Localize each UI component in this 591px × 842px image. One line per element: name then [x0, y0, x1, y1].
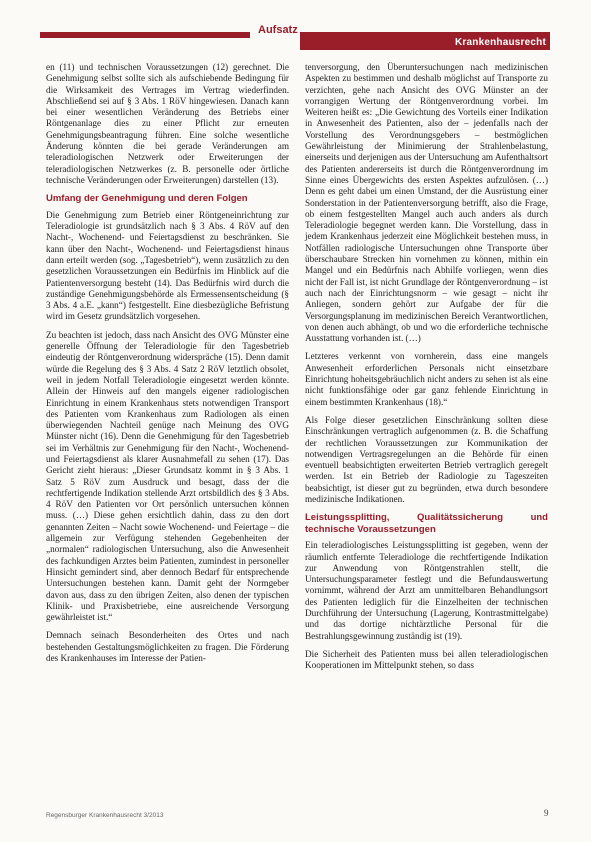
section-heading: Umfang der Genehmigung und deren Folgen: [46, 193, 248, 205]
category-label: Krankenhausrecht: [454, 37, 546, 48]
category-bar: [300, 38, 550, 50]
right-column: [305, 62, 548, 679]
page-number: 9: [544, 808, 549, 818]
paragraph: Als Folge dieser gesetzlichen Einschränkung sollten diese Einschränkungen vertraglich aufgenommen (z. B. die Schaffung der rechtlichen Voraussetzungen zur Kommunikation der notwendigen Vertragsregelungen an die Behörde für einen eventuell beabsichtigten erweiterten Betrieb vertraglich geregelt werden. Ist ein Betrieb der Radiologie zu Tageszeiten beabsichtigt, ist dieser gut zu begründen, etwa durch besondere medizinische Indikationen.: [305, 414, 548, 504]
paragraph: tenversorgung, den Überuntersuchungen nach medizinischen Aspekten zu bestimmen und deshalb möglichst auf Transporte zu verzichten, gehe nach Ansicht des OVG Münster an der vorrangigen Wertung der Röntgenverordnung vorbei. Im Weiteren heißt es: „Die Gewichtung des Vorteils einer Indikation in Anwesenheit des Patienten, also der – jedenfalls nach der Vorstellung des Verordnungsgebers – bestmöglichen Gewährleistung der Minimierung der Strahlenbelastung, einerseits und derjenigen aus der Untersuchung am Aufenthaltsort des Patienten andererseits ist durch die Röntgenverordnung im Sinne eines Übergewichts des ersten Aspektes aufzulösen. (…) Denn es geht dabei um einen Umstand, der die Ausrüstung einer Sonderstation in der Patientenversorgung betrifft, also die Frage, ob einem festgestellten Mangel auch auch anders als durch Teleradiologie begegnet werden kann. Die Vorstellung, dass in jedem Krankenhaus jederzeit eine Möglichkeit bestehen muss, in Notfällen radiologische Untersuchungen ohne Transporte über überschaubare Strecken hin vornehmen zu können, mithin ein Mangel und ein Bedürfnis nach Abhilfe vorliegen, wenn dies nicht der Fall ist, ist nicht Grundlage der Röntgenverordnung – ist auch nach der Einrichtungsnorm – wie gesagt – nicht ihr Anliegen, sondern gehört zur Aufgabe der für die Versorgungsplanung im medizinischen Bereich Verantwortlichen, von denen auch abhängt, ob und wo die erforderliche technische Ausstattung vorhanden ist. (…): [305, 62, 548, 344]
left-column: [46, 62, 289, 671]
section-label: Aufsatz: [258, 24, 298, 36]
paragraph: Ein teleradiologisches Leistungssplitting ist gegeben, wenn der räumlich entfernte Teleradiologe die rechtfertigende Indikation zur Anwendung von Röntgenstrahlen stellt, die Untersuchungsparameter festlegt und die Befundauswertung vornimmt, während der Arzt am unmittelbaren Behandlungsort des Patienten lediglich für die Einzelheiten der technischen Durchführung der Untersuchung (Lagerung, Kontrastmittelgabe) und das dortige nichtärztliche Personal für die Bestrahlungsgewinnung zuständig ist (19).: [305, 540, 548, 641]
paragraph: Die Genehmigung zum Betrieb einer Röntgeneinrichtung zur Teleradiologie ist grundsätzlich nach § 3 Abs. 4 RöV auf den Nacht-, Wochenend- und Feiertagsdienst zu beschränken. Sie kann über den Nacht-, Wochenend- und Feiertagsdienst hinaus dann erteilt werden (sog. „Tagesbetrieb“), wenn zusätzlich zu den gesetzlichen Voraussetzungen ein Bedürfnis im Hinblick auf die Patientenversorgung besteht (14). Das Bedürfnis wird durch die zuständige Genehmigungsbehörde als Ermessensentscheidung (§ 3 Abs. 4 a.E. „kann“) festgestellt. Eine diesbezügliche Befristung wird im Gesetz grundsätzlich vorgesehen.: [46, 209, 289, 322]
paragraph: Zu beachten ist jedoch, dass nach Ansicht des OVG Münster eine generelle Öffnung der Teleradiologie für den Tagesbetrieb eindeutig der Röntgenverordnung widerspräche (15). Denn damit würde die Regelung des § 3 Abs. 4 Satz 2 RöV letztlich obsolet, weil in jedem Notfall Teleradiologie eingesetzt werden könnte. Allein der Hinweis auf den mangels eigener radiologischen Einrichtung in einem Krankenhaus stets notwendigen Transport des Patienten vom Krankenhaus zum Radiologen als einen überwiegenden Nachteil genüge nach Meinung des OVG Münster nicht (16). Denn die Genehmigung für den Tagesbetrieb sei im Verhältnis zur Genehmigung für den Nacht-, Wochenend- und Feiertagsdienst als klarer Ausnahmefall zu sehen (17). Das Gericht zieht hieraus: „Dieser Grundsatz kommt in § 3 Abs. 1 Satz 5 RöV zum Ausdruck und besagt, dass der die rechtfertigende Indikation stellende Arzt ortsbildlich des § 3 Abs. 4 RöV den Patienten vor Ort persönlich untersuchen können muss. (…) Diese gehen ersichtlich dahin, dass zu den dort genannten Zeiten – Nacht sowie Wochenend- und Feiertage – die allgemein zur Verfügung stehenden Gegebenheiten der „normalen“ radiologischen Untersuchung, also die Anwesenheit des fachkundigen Arztes beim Patienten, zumindest in personeller Hinsicht gemindert sind, aber dennoch Bedarf für entsprechende Untersuchungen bestehen kann. Damit geht der Normgeber davon aus, dass zu den übrigen Zeiten, also denen der typischen Klinik- und Praxisbetriebe, eine ausreichende Versorgung gewährleistet ist.“: [46, 329, 289, 623]
paragraph: Demnach seinach Besonderheiten des Ortes und nach bestehenden Gestaltungsmöglichkeiten zu fragen. Die Förderung des Krankenhauses im Interesse der Patien-: [46, 630, 289, 664]
paragraph: en (11) und technischen Voraussetzungen (12) gerechnet. Die Genehmigung selbst sollte sich als aufschiebende Bedingung für die Wirksamkeit des Vertrages im Vertrag wiederfinden. Abschließend sei auf § 3 Abs. 1 RöV hingewiesen. Danach kann bei einer wesentlichen Veränderung des Betriebs einer Röntgenanlage dies zu einer Pflicht zur erneuten Genehmigungsbeantragung führen. Eine solche wesentliche Änderung könnten die bei gerade Veränderungen am teleradiologischen Netzwerk oder Erweiterungen der teleradiologischen Netzwerkes (z. B. personelle oder örtliche technische Veränderungen oder Erweiterungen) darstellen (13).: [46, 62, 289, 185]
section-heading: Leistungssplitting, Qualitätssicherung und technische Voraussetzungen: [305, 512, 548, 535]
paragraph: Letzteres verkennt von vornherein, dass eine mangels Anwesenheit erforderlichen Personals nicht einsetzbare Einrichtung hoheitsgebräuchlich nicht anders zu sehen ist als eine nicht funktionsfähige oder gar ganz fehlende Einrichtung in einem bestimmten Krankenhaus (18).“: [305, 351, 548, 407]
header-rule-left: [40, 32, 250, 38]
paragraph: Die Sicherheit des Patienten muss bei allen teleradiologischen Kooperationen im Mittelpunkt stehen, so dass: [305, 648, 548, 671]
footer-journal: Regensburger Krankenhausrecht 3/2013: [46, 812, 164, 819]
